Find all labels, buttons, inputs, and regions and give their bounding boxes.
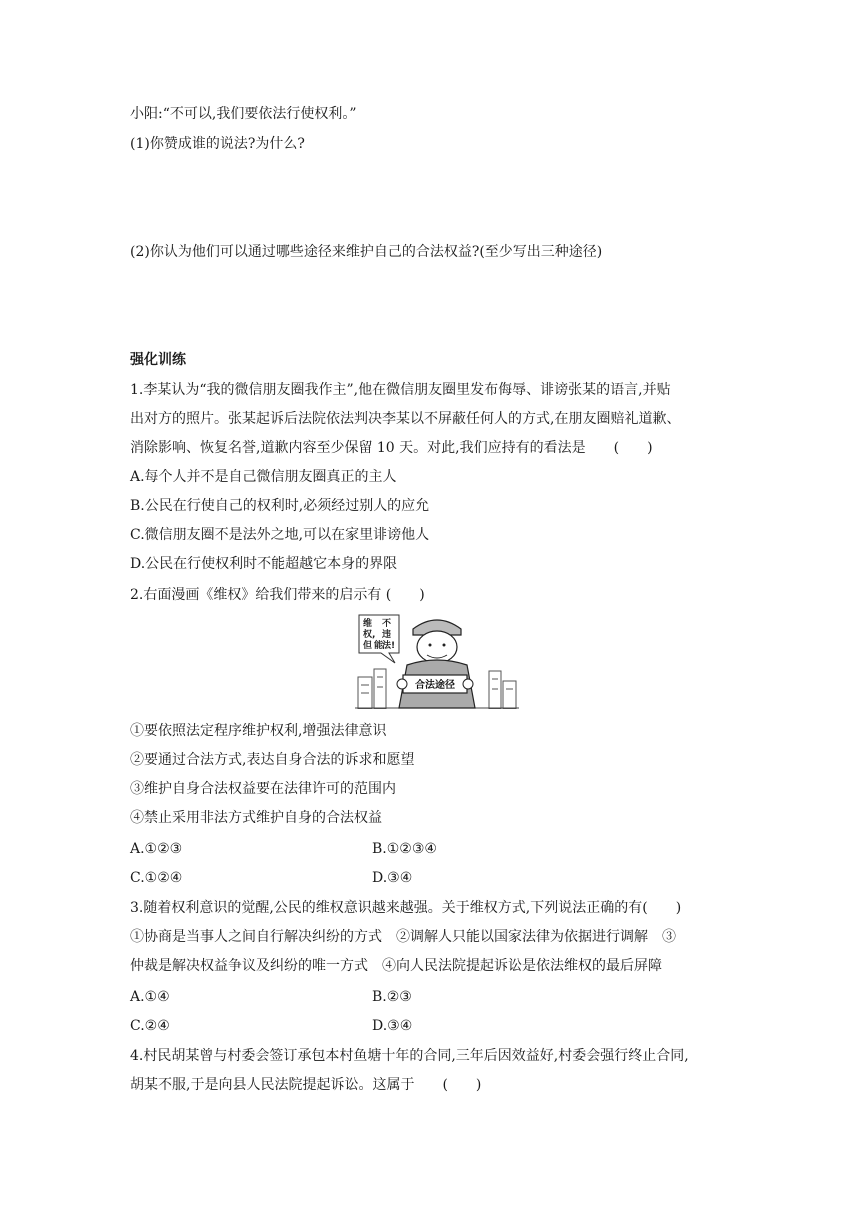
q1-option-c: C.微信朋友圈不是法外之地,可以在家里诽谤他人	[130, 527, 430, 543]
rights-cartoon	[355, 611, 519, 709]
q4-stem-line1: 4.村民胡某曾与村委会签订承包本村鱼塘十年的合同,三年后因效益好,村委会强行终止合同,	[130, 1048, 689, 1064]
q1-option-a: A.每个人并不是自己微信朋友圈真正的主人	[130, 469, 397, 485]
q3-option-c: C.②④	[130, 1018, 170, 1034]
q3-statements-line1: ①协商是当事人之间自行解决纠纷的方式 ②调解人只能以国家法律为依据进行调解 ③	[130, 929, 676, 945]
bubble-char-2: 权,	[363, 630, 376, 640]
q1-stem-line2: 出对方的照片。张某起诉后法院依法判决李某以不屏蔽任何人的方式,在朋友圈赔礼道歉、	[130, 411, 681, 427]
bubble-char-5: 但	[363, 641, 373, 651]
xiaoyang-quote: 小阳:“不可以,我们要依法行使权利。”	[130, 106, 357, 122]
q2-statement-1: ①要依照法定程序维护权利,增强法律意识	[130, 723, 387, 739]
q3-option-d: D.③④	[372, 1018, 413, 1034]
q2-statement-2: ②要通过合法方式,表达自身合法的诉求和愿望	[130, 752, 415, 768]
q2-option-c: C.①②④	[130, 870, 183, 886]
q1-option-d: D.公民在行使权利时不能超越它本身的界限	[130, 556, 398, 572]
q3-option-b: B.②③	[372, 989, 412, 1005]
sub-question-1: (1)你赞成谁的说法?为什么?	[130, 136, 305, 152]
bubble-char-1: 维	[363, 619, 373, 629]
q2-option-d: D.③④	[372, 870, 413, 886]
q3-statements-line2: 仲裁是解决权益争议及纠纷的唯一方式 ④向人民法院提起诉讼是依法维权的最后屏障	[130, 958, 662, 974]
cartoon-sign-text: 合法途径	[415, 680, 455, 691]
q2-statement-4: ④禁止采用非法方式维护自身的合法权益	[130, 810, 382, 826]
bubble-char-7: 法!	[382, 641, 396, 651]
q2-statement-3: ③维护自身合法权益要在法律许可的范围内	[130, 781, 396, 797]
bubble-char-3: 不	[382, 619, 392, 629]
sub-question-2: (2)你认为他们可以通过哪些途径来维护自己的合法权益?(至少写出三种途径)	[130, 244, 603, 260]
q2-stem: 2.右面漫画《维权》给我们带来的启示有 ( )	[130, 587, 425, 603]
q1-stem-line3: 消除影响、恢复名誉,道歉内容至少保留 10 天。对此,我们应持有的看法是 ( )	[130, 440, 653, 456]
q2-option-a: A.①②③	[130, 841, 183, 857]
bubble-char-6: 能	[374, 641, 384, 651]
q3-stem: 3.随着权利意识的觉醒,公民的维权意识越来越强。关于维权方式,下列说法正确的有( )	[130, 900, 682, 916]
q2-option-b: B.①②③④	[372, 841, 437, 857]
section-title: 强化训练	[130, 352, 186, 368]
bubble-char-4: 违	[382, 630, 392, 640]
q1-stem-line1: 1.李某认为“我的微信朋友圈我作主”,他在微信朋友圈里发布侮辱、诽谤张某的语言,并贴	[130, 382, 671, 398]
q3-option-a: A.①④	[130, 989, 170, 1005]
q4-stem-line2: 胡某不服,于是向县人民法院提起诉讼。这属于 ( )	[130, 1077, 482, 1093]
q1-option-b: B.公民在行使自己的权利时,必须经过别人的应允	[130, 498, 430, 514]
